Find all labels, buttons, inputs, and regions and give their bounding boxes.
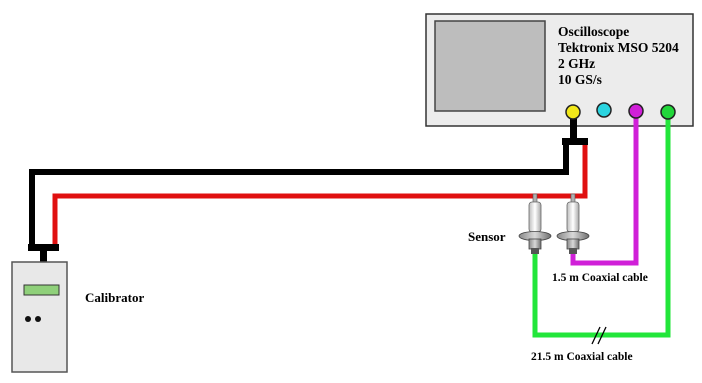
channel-4-connector <box>661 105 675 119</box>
green-coaxial-cable <box>535 118 668 335</box>
short-cable-label: 1.5 m Coaxial cable <box>552 272 648 284</box>
oscilloscope-title: Oscilloscope <box>558 24 630 39</box>
sensor-label: Sensor <box>468 229 506 244</box>
oscilloscope-bandwidth: 2 GHz <box>558 56 596 71</box>
channel-1-connector <box>566 105 580 119</box>
calibrator-wire-stem <box>40 250 47 262</box>
channel-2-connector <box>597 103 611 117</box>
calibrator-jack <box>25 316 31 322</box>
oscilloscope-model: Tektronix MSO 5204 <box>558 40 679 55</box>
oscilloscope-sample-rate: 10 GS/s <box>558 72 602 87</box>
calibrator-jack <box>35 316 41 322</box>
channel-3-connector <box>629 104 643 118</box>
scope-wire-stem <box>570 117 577 141</box>
sensor-right <box>557 194 589 254</box>
oscilloscope <box>426 14 693 126</box>
calibrator-label: Calibrator <box>85 290 145 305</box>
oscilloscope-screen <box>435 21 545 111</box>
long-cable-label: 21.5 m Coaxial cable <box>531 351 633 363</box>
coaxial-cables <box>535 118 668 344</box>
sensor-left <box>519 194 551 254</box>
calibrator-wire-connector <box>28 244 59 251</box>
calibrator-display <box>24 285 59 295</box>
calibrator <box>12 262 67 372</box>
